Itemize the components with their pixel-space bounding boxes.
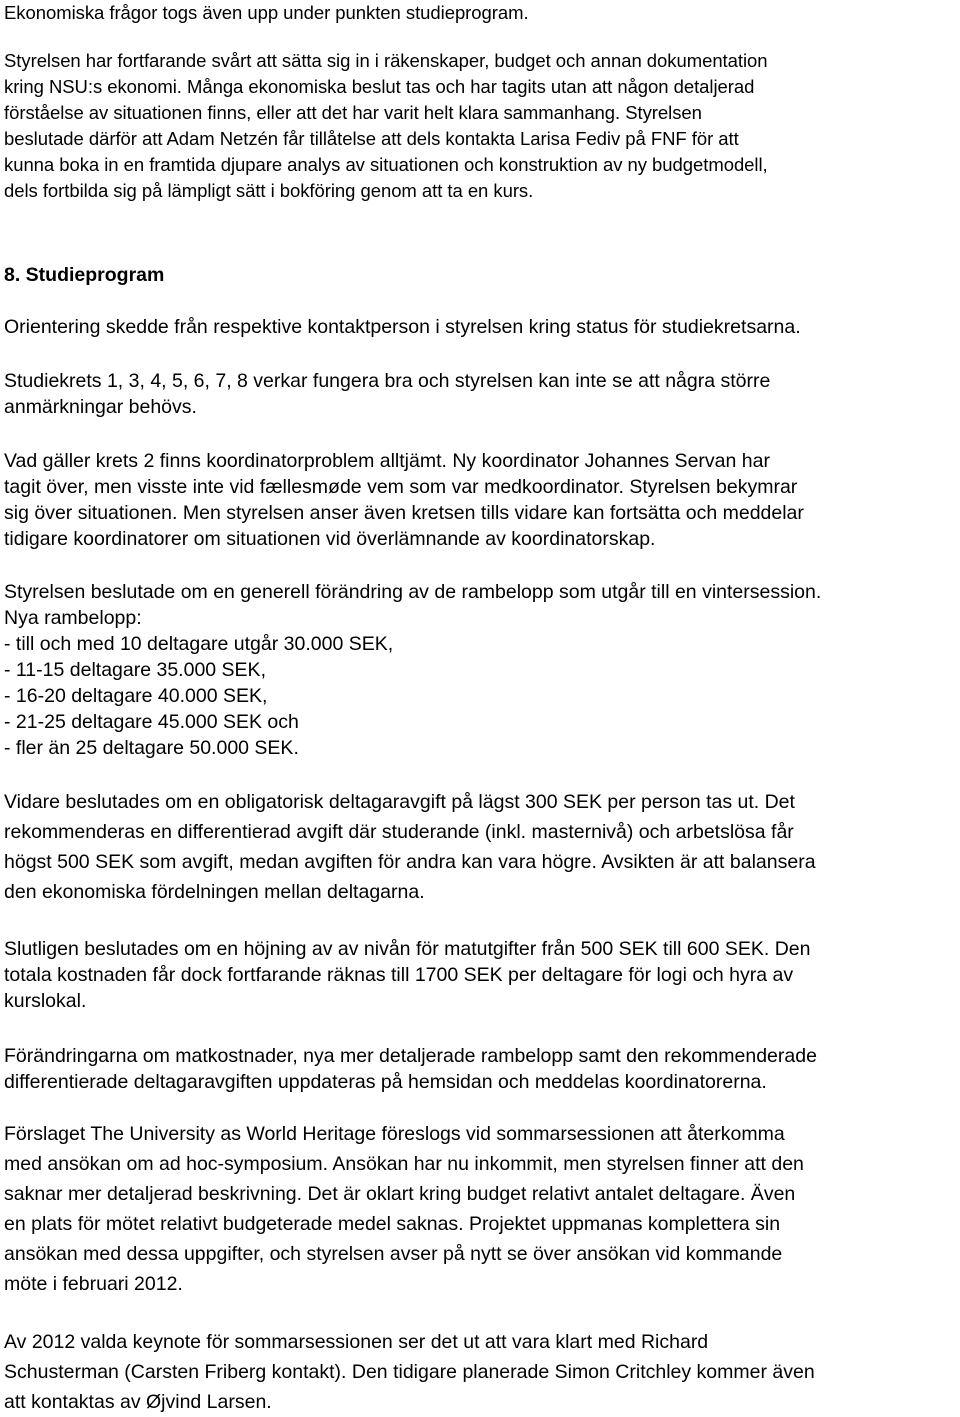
list-item: - 11-15 deltagare 35.000 SEK, [4,659,266,681]
heritage-paragraph [4,1119,804,1299]
text-line: Styrelsen beslutade om en generell förändring av de rambelopp som utgår till en vintersession. [4,581,822,603]
section-title: 8. Studieprogram [4,264,165,286]
fee-paragraph [4,787,816,907]
text-line: tagit över, men visste inte vid fællesmøde vem som var medkoordinator. Styrelsen bekymrar [4,476,798,498]
text-line: Slutligen beslutades om en höjning av av nivån för matutgifter från 500 SEK till 600 SEK. Den [4,938,811,960]
list-item: - fler än 25 deltagare 50.000 SEK. [4,737,299,759]
text-line: anmärkningar behövs. [4,396,197,418]
text-line: Av 2012 valda keynote för sommarsessionen ser det ut att vara klart med Richard [4,1331,709,1353]
section-heading [4,262,164,288]
text-line: differentierade deltagaravgiften uppdateras på hemsidan och meddelas koordinatorerna. [4,1071,767,1093]
text-line: tidigare koordinatorer om situationen vid överlämnande av koordinatorskap. [4,528,656,550]
text-line: möte i februari 2012. [4,1273,183,1295]
text-line: Vidare beslutades om en obligatorisk deltagaravgift på lägst 300 SEK per person tas ut. Det [4,791,795,813]
food-paragraph [4,936,810,1014]
text-line: saknar mer detaljerad beskrivning. Det är oklart kring budget relativt antalet deltagare. Även [4,1183,796,1205]
text-line: Orientering skedde från respektive kontaktperson i styrelsen kring status för studiekretsarna. [4,316,801,338]
budget-paragraph [4,579,821,761]
text-line: Förändringarna om matkostnader, nya mer detaljerade rambelopp samt den rekommenderade [4,1045,817,1067]
text-line: Styrelsen har fortfarande svårt att sätta sig in i räkenskaper, budget och annan dokumentation [4,50,768,71]
text-line: dels fortbilda sig på lämpligt sätt i bokföring genom att ta en kurs. [4,180,534,201]
text-line: att kontaktas av Øjvind Larsen. [4,1391,272,1413]
orientation-paragraph [4,314,801,340]
text-line: Ekonomiska frågor togs även upp under punkten studieprogram. [4,2,529,23]
text-line: Vad gäller krets 2 finns koordinatorproblem alltjämt. Ny koordinator Johannes Servan har [4,450,770,472]
list-item: - till och med 10 deltagare utgår 30.000 SEK, [4,633,394,655]
keynote-paragraph [4,1327,815,1417]
text-line: ansökan med dessa uppgifter, och styrelsen avser på nytt se över ansökan vid kommande [4,1243,783,1265]
text-line: Nya rambelopp: [4,607,142,629]
text-line: totala kostnaden får dock fortfarande räknas till 1700 SEK per deltagare för logi och hyra av [4,964,794,986]
text-line: kring NSU:s ekonomi. Många ekonomiska beslut tas och har tagits utan att någon detaljerad [4,76,755,97]
intro-paragraph [4,0,529,26]
circles-paragraph [4,368,770,420]
text-line: högst 500 SEK som avgift, medan avgiften för andra kan vara högre. Avsikten är att balansera [4,851,816,873]
text-line: kunna boka in en framtida djupare analys av situationen och konstruktion av ny budgetmodell, [4,154,768,175]
text-line: den ekonomiska fördelningen mellan deltagarna. [4,881,425,903]
text-line: en plats för mötet relativt budgeterade medel saknas. Projektet uppmanas komplettera sin [4,1213,781,1235]
circle2-paragraph [4,448,804,552]
economy-paragraph [4,48,768,204]
text-line: förståelse av situationen finns, eller att det har varit helt klara sammanhang. Styrelsen [4,102,702,123]
updates-paragraph [4,1043,817,1095]
text-line: Förslaget The University as World Heritage föreslogs vid sommarsessionen att återkomma [4,1123,785,1145]
text-line: beslutade därför att Adam Netzén får tillåtelse att dels kontakta Larisa Fediv på FNF för att [4,128,739,149]
text-line: Studiekrets 1, 3, 4, 5, 6, 7, 8 verkar fungera bra och styrelsen kan inte se att några större [4,370,771,392]
text-line: rekommenderas en differentierad avgift där studerande (inkl. masternivå) och arbetslösa får [4,821,794,843]
list-item: - 21-25 deltagare 45.000 SEK och [4,711,299,733]
text-line: Schusterman (Carsten Friberg kontakt). Den tidigare planerade Simon Critchley kommer även [4,1361,815,1383]
list-item: - 16-20 deltagare 40.000 SEK, [4,685,268,707]
text-line: kurslokal. [4,990,87,1012]
text-line: med ansökan om ad hoc-symposium. Ansökan har nu inkommit, men styrelsen finner att den [4,1153,804,1175]
text-line: sig över situationen. Men styrelsen anser även kretsen tills vidare kan fortsätta och meddelar [4,502,804,524]
